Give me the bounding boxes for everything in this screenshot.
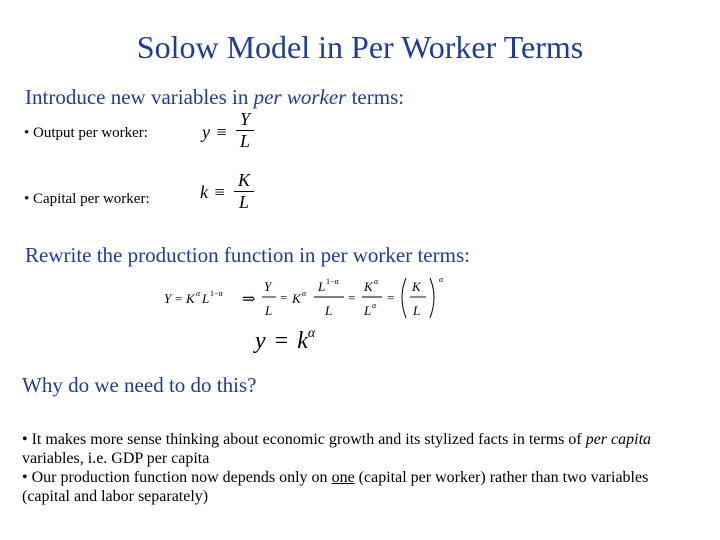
reason1-text-b: variables, i.e. GDP per capita bbox=[22, 450, 210, 467]
svg-text:L: L bbox=[202, 291, 210, 306]
svg-text:α: α bbox=[196, 289, 201, 298]
reason2-text-b: (capital per worker) rather than two variables (capital and labor separately) bbox=[22, 469, 649, 505]
reasons-text bbox=[22, 430, 682, 506]
result-lhs: y bbox=[255, 328, 266, 354]
svg-text:α: α bbox=[439, 275, 444, 284]
svg-text:K: K bbox=[412, 279, 421, 294]
capital-denominator: L bbox=[238, 192, 249, 213]
reason2-emph: one bbox=[331, 469, 355, 486]
svg-text:1−α: 1−α bbox=[326, 277, 339, 286]
slide-title: Solow Model in Per Worker Terms bbox=[136, 29, 584, 65]
reason1-text-a: • It makes more sense thinking about economic growth and its stylized facts in terms of bbox=[22, 431, 586, 448]
intro-text-before: Introduce new variables in bbox=[25, 85, 254, 109]
output-lhs: y bbox=[202, 122, 210, 142]
result-equals: = bbox=[274, 328, 289, 354]
svg-text:L: L bbox=[325, 303, 333, 318]
svg-text:α: α bbox=[372, 301, 377, 310]
rewrite-heading: Rewrite the production function in per worker terms: bbox=[25, 243, 470, 267]
reason1-emph: per capita bbox=[585, 431, 652, 448]
reason-one-variable bbox=[22, 468, 682, 506]
result-exponent: α bbox=[307, 326, 316, 341]
svg-text:α: α bbox=[302, 289, 307, 298]
capital-numerator: K bbox=[237, 170, 250, 190]
output-numerator: Y bbox=[239, 109, 250, 129]
svg-text:=: = bbox=[280, 290, 288, 305]
output-fraction bbox=[236, 110, 254, 151]
svg-text:=: = bbox=[175, 291, 183, 306]
svg-text:L: L bbox=[318, 279, 326, 294]
svg-text:L: L bbox=[265, 303, 273, 318]
why-heading: Why do we need to do this? bbox=[22, 373, 257, 397]
bullet-capital-label: • Capital per worker: bbox=[24, 191, 150, 207]
svg-text:Y: Y bbox=[264, 279, 272, 294]
output-definition bbox=[202, 122, 227, 143]
svg-text:L: L bbox=[413, 303, 421, 318]
result-equation bbox=[255, 328, 315, 355]
svg-text:=: = bbox=[348, 290, 356, 305]
svg-text:=: = bbox=[387, 290, 395, 305]
production-function-derivation bbox=[160, 270, 460, 330]
svg-text:K: K bbox=[186, 291, 195, 306]
reason-per-capita bbox=[22, 430, 682, 468]
intro-heading bbox=[25, 85, 404, 110]
svg-text:⇒: ⇒ bbox=[242, 291, 256, 308]
capital-lhs: k bbox=[200, 182, 208, 202]
output-denominator: L bbox=[239, 131, 250, 152]
capital-fraction bbox=[234, 171, 254, 212]
svg-text:K: K bbox=[364, 279, 373, 294]
capital-definition bbox=[200, 182, 225, 203]
intro-text-emph: per worker bbox=[253, 85, 347, 109]
svg-text:1−α: 1−α bbox=[210, 289, 223, 298]
svg-text:α: α bbox=[374, 277, 379, 286]
bullet-output-label: • Output per worker: bbox=[24, 125, 148, 141]
svg-text:L: L bbox=[364, 303, 372, 318]
reason2-text-a: • Our production function now depends only on bbox=[22, 469, 332, 486]
intro-text-after: terms: bbox=[346, 85, 405, 109]
capital-equiv-sign: ≡ bbox=[214, 182, 225, 202]
svg-text:K: K bbox=[292, 291, 301, 306]
output-equiv-sign: ≡ bbox=[216, 122, 227, 142]
svg-text:Y: Y bbox=[164, 291, 172, 306]
result-base: k bbox=[297, 328, 308, 354]
